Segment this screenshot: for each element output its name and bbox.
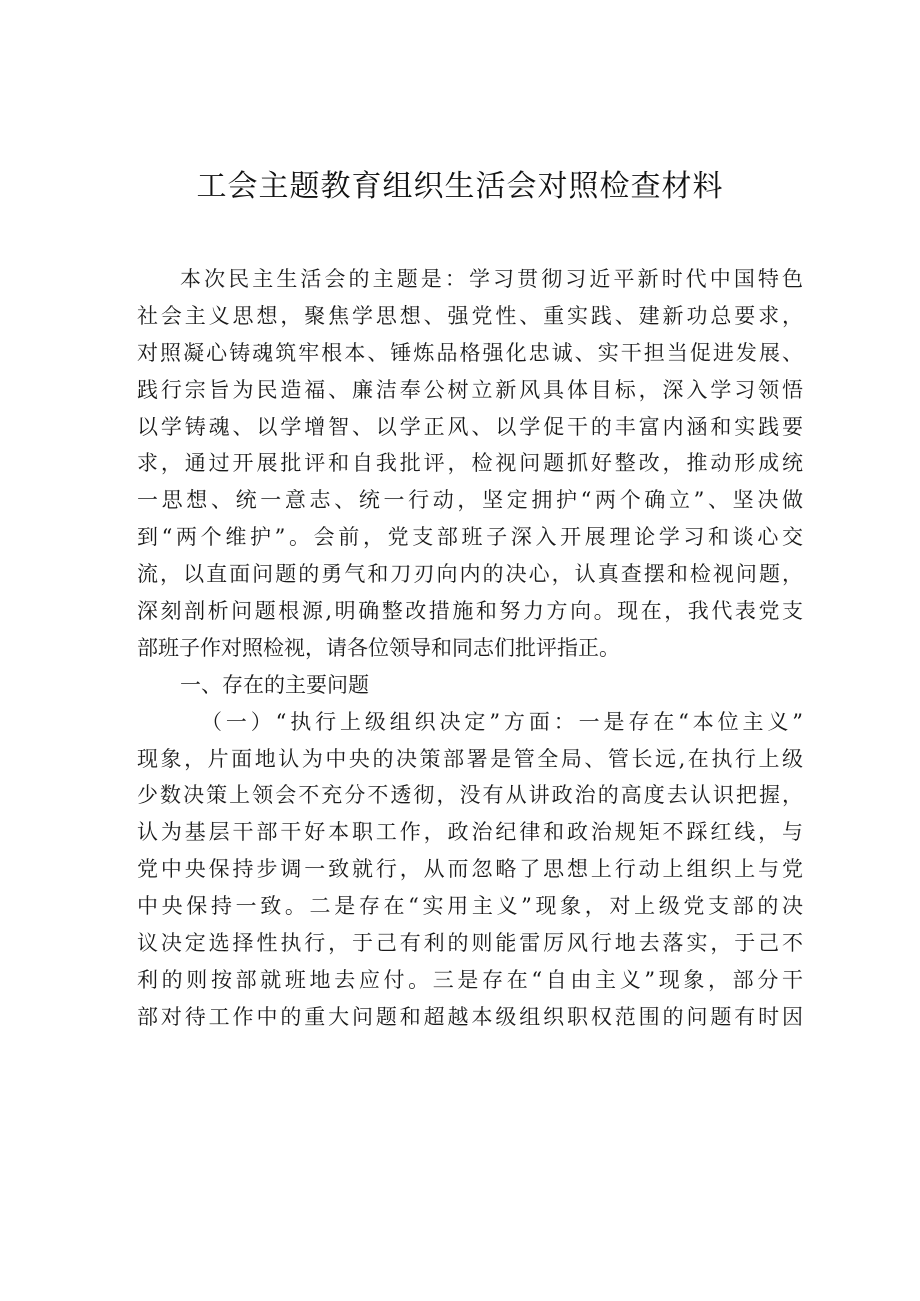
document-body	[137, 261, 803, 1036]
paragraph-line: 部班子作对照检视，请各位领导和同志们批评指正。	[137, 635, 620, 660]
paragraph-line: 党中央保持步调一致就行，从而忽略了思想上行动上组织上与党	[137, 857, 803, 882]
document-title: 工会主题教育组织生活会对照检查材料	[196, 169, 724, 204]
paragraph-line: 本次民主生活会的主题是：学习贯彻习近平新时代中国特色	[180, 267, 803, 291]
section-heading: 一、存在的主要问题	[180, 672, 369, 697]
paragraph-line: 议决定选择性执行，于己有利的则能雷厉风行地去落实，于己不	[137, 931, 803, 956]
paragraph-line: 一思想、统一意志、统一行动，坚定拥护“两个确立”、坚决做	[137, 488, 803, 513]
paragraph-line: 少数决策上领会不充分不透彻，没有从讲政治的高度去认识把握，	[137, 783, 803, 808]
paragraph-line: 利的则按部就班地去应付。三是存在“自由主义”现象，部分干	[137, 967, 803, 992]
paragraph-line: 认为基层干部干好本职工作，政治纪律和政治规矩不踩红线，与	[137, 820, 803, 845]
paragraph-line: 到“两个维护”。会前，党支部班子深入开展理论学习和谈心交	[137, 525, 803, 550]
paragraph-line: 现象，片面地认为中央的决策部署是管全局、管长远,在执行上级	[137, 746, 803, 771]
paragraph-line: 以学铸魂、以学增智、以学正风、以学促干的丰富内涵和实践要	[137, 414, 803, 439]
paragraph-line: 深刻剖析问题根源,明确整改措施和努力方向。现在，我代表党支	[137, 599, 803, 624]
paragraph-line: 对照凝心铸魂筑牢根本、锤炼品格强化忠诚、实干担当促进发展、	[137, 340, 803, 365]
paragraph-line: 流，以直面问题的勇气和刀刃向内的决心，认真查摆和检视问题，	[137, 562, 803, 587]
paragraph-line: 社会主义思想，聚焦学思想、强党性、重实践、建新功总要求，	[137, 303, 803, 328]
paragraph-line: （一）“执行上级组织决定”方面：一是存在“本位主义”	[201, 709, 803, 734]
paragraph-line: 部对待工作中的重大问题和超越本级组织职权范围的问题有时因	[137, 1004, 803, 1029]
paragraph-line: 践行宗旨为民造福、廉洁奉公树立新风具体目标，深入学习领悟	[137, 377, 803, 402]
paragraph-line: 求，通过开展批评和自我批评，检视问题抓好整改，推动形成统	[137, 451, 803, 476]
paragraph-line: 中央保持一致。二是存在“实用主义”现象，对上级党支部的决	[137, 894, 803, 919]
